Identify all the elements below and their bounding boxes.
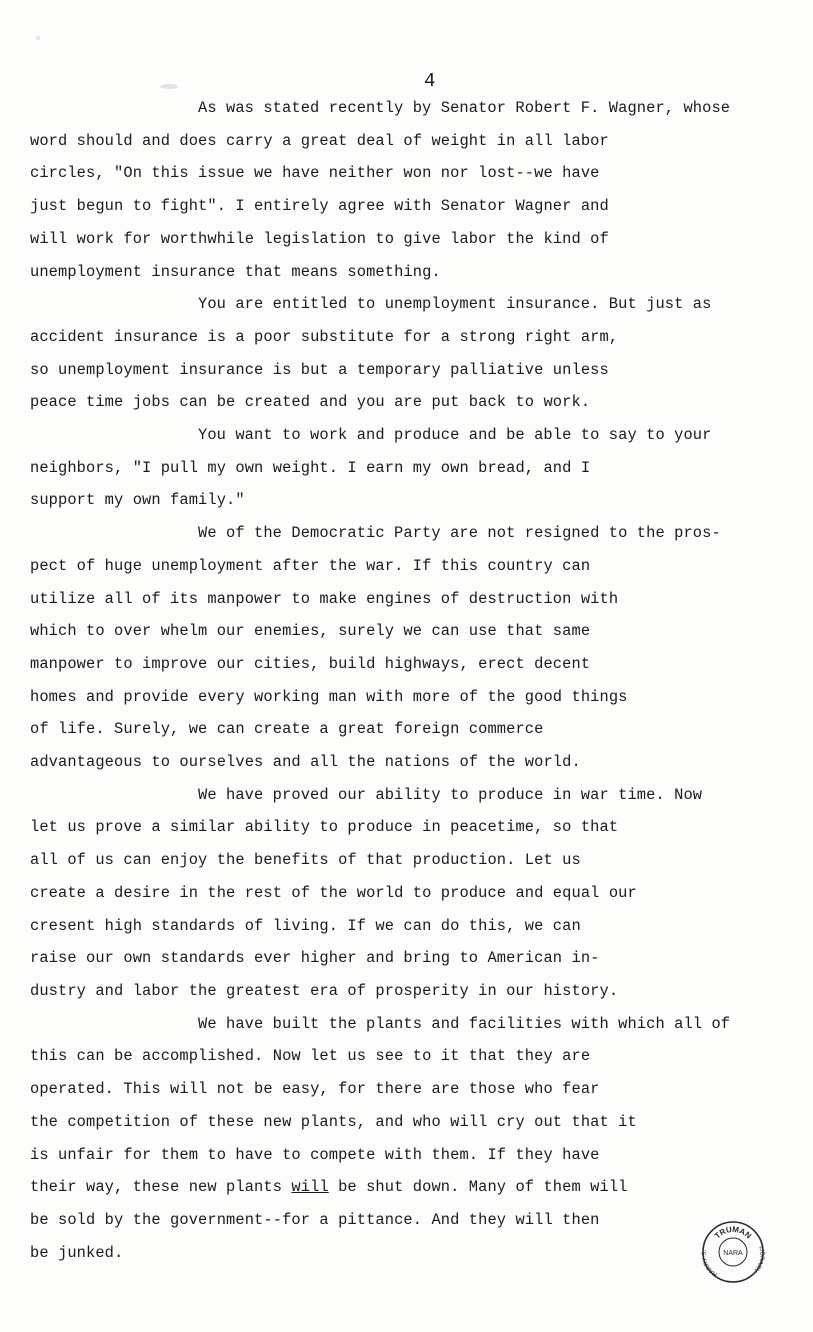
underlined-word: will bbox=[291, 1178, 329, 1197]
text-line: just begun to fight". I entirely agree with Senator Wagner and bbox=[30, 197, 609, 216]
text-line: let us prove a similar ability to produce in peacetime, so that bbox=[30, 818, 619, 837]
page-number: 4 bbox=[424, 70, 436, 92]
text-line-underlined bbox=[30, 1171, 754, 1204]
text-line: of life. Surely, we can create a great foreign commerce bbox=[30, 720, 544, 739]
text-line: dustry and labor the greatest era of prosperity in our history. bbox=[30, 981, 619, 1000]
text-line: which to over whelm our enemies, surely we can use that same bbox=[30, 622, 591, 641]
stamp-left-text: HARRY S. bbox=[701, 1249, 719, 1278]
text-line: pect of huge unemployment after the war. If this country can bbox=[30, 556, 591, 575]
text-line: support my own family." bbox=[30, 491, 245, 510]
text-fragment: be shut down. Many of them will bbox=[328, 1178, 628, 1197]
text-line: the competition of these new plants, and who will cry out that it bbox=[30, 1112, 637, 1131]
text-line: raise our own standards ever higher and bring to American in- bbox=[30, 949, 600, 968]
paragraph-1 bbox=[30, 92, 754, 288]
text-line: We of the Democratic Party are not resigned to the pros- bbox=[198, 524, 721, 543]
text-line: As was stated recently by Senator Robert F. Wagner, whose bbox=[198, 99, 731, 117]
stamp-right-text: LIBRARY bbox=[752, 1245, 765, 1274]
text-line: You are entitled to unemployment insurance. But just as bbox=[198, 295, 712, 314]
text-line: be junked. bbox=[30, 1243, 124, 1262]
text-line: this can be accomplished. Now let us see to it that they are bbox=[30, 1047, 591, 1066]
text-line: accident insurance is a poor substitute for a strong right arm, bbox=[30, 327, 619, 346]
text-line: neighbors, "I pull my own weight. I earn my own bread, and I bbox=[30, 458, 591, 477]
text-line: will work for worthwhile legislation to give labor the kind of bbox=[30, 229, 609, 248]
text-line: advantageous to ourselves and all the nations of the world. bbox=[30, 753, 581, 772]
text-line: be sold by the government--for a pittance. And they will then bbox=[30, 1210, 600, 1229]
paragraph-2 bbox=[30, 288, 754, 419]
text-line: We have proved our ability to produce in war time. Now bbox=[198, 785, 703, 804]
paragraph-4 bbox=[30, 517, 754, 779]
text-line: word should and does carry a great deal of weight in all labor bbox=[30, 131, 609, 150]
paper-mark bbox=[160, 84, 178, 89]
stamp-top-text: TRUMAN bbox=[712, 1224, 754, 1241]
text-line: unemployment insurance that means something. bbox=[30, 262, 441, 281]
text-line: utilize all of its manpower to make engines of destruction with bbox=[30, 589, 619, 608]
paper-mark bbox=[36, 36, 40, 40]
text-fragment: their way, these new plants bbox=[30, 1178, 292, 1197]
text-line: homes and provide every working man with more of the good things bbox=[30, 687, 628, 706]
stamp-center-text: NARA bbox=[723, 1250, 743, 1257]
text-line: so unemployment insurance is but a temporary palliative unless bbox=[30, 360, 609, 379]
text-line: operated. This will not be easy, for there are those who fear bbox=[30, 1080, 600, 1099]
text-line: We have built the plants and facilities with which all of bbox=[198, 1014, 731, 1033]
paragraph-6 bbox=[30, 1008, 754, 1270]
library-stamp bbox=[701, 1220, 765, 1284]
paragraph-5 bbox=[30, 779, 754, 1008]
paragraph-3 bbox=[30, 419, 754, 517]
text-line: cresent high standards of living. If we can do this, we can bbox=[30, 916, 581, 935]
document-body bbox=[30, 92, 754, 1269]
text-line: create a desire in the rest of the world to produce and equal our bbox=[30, 883, 637, 902]
text-line: circles, "On this issue we have neither won nor lost--we have bbox=[30, 164, 600, 183]
text-line: manpower to improve our cities, build highways, erect decent bbox=[30, 654, 591, 673]
text-line: all of us can enjoy the benefits of that production. Let us bbox=[30, 851, 581, 870]
text-line: You want to work and produce and be able to say to your bbox=[198, 426, 712, 445]
text-line: peace time jobs can be created and you are put back to work. bbox=[30, 393, 591, 412]
text-line: is unfair for them to have to compete with them. If they have bbox=[30, 1145, 600, 1164]
